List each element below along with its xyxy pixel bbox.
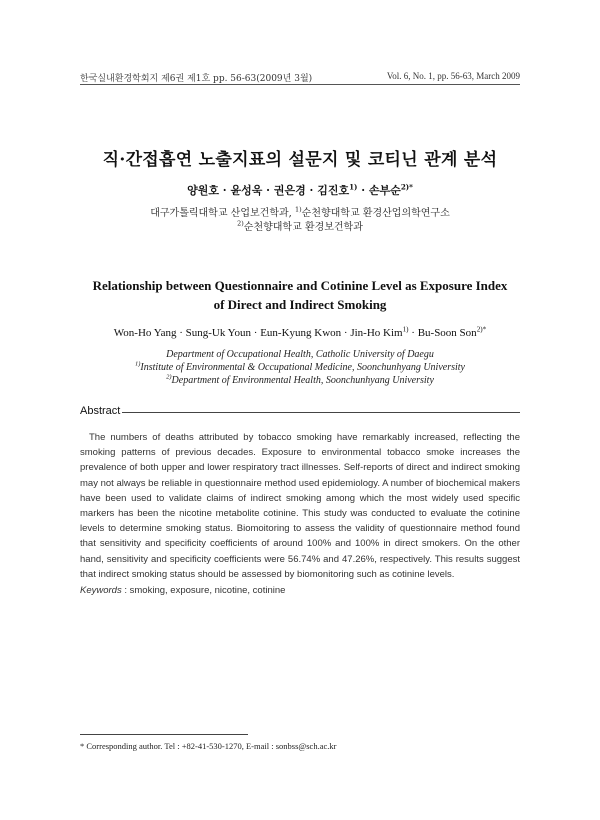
korean-aff1-sup: 1)	[295, 205, 302, 214]
english-authors	[0, 327, 600, 339]
korean-authors-last: · 손부순	[357, 184, 401, 197]
header-divider	[80, 84, 520, 85]
keywords-separator: :	[121, 585, 130, 596]
korean-authors-sup2: 2)*	[400, 182, 413, 192]
korean-authors-sup1: 1)	[349, 182, 358, 192]
korean-affiliation-1	[0, 204, 600, 219]
abstract-label: Abstract	[80, 405, 121, 417]
english-affiliation-2	[0, 362, 600, 373]
english-aff3-text: Department of Environmental Health, Soonchunhyang University	[171, 375, 434, 386]
korean-authors-main: 양원호 · 윤성욱 · 권은경 · 김진호	[187, 184, 350, 197]
korean-authors	[0, 182, 600, 198]
english-affiliation-1: Department of Occupational Health, Catholic University of Daegu	[166, 349, 434, 360]
corresponding-author-footnote: * Corresponding author. Tel : +82-41-530-1270, E-mail : sonbss@sch.ac.kr	[80, 741, 337, 751]
korean-title: 직·간접흡연 노출지표의 설문지 및 코티닌 관계 분석	[102, 150, 498, 170]
korean-affiliation-2	[0, 218, 600, 233]
running-header-english: Vol. 6, No. 1, pp. 56-63, March 2009	[386, 71, 520, 81]
english-aff2-text: Institute of Environmental & Occupational Medicine, Soonchunhyang University	[140, 362, 465, 373]
english-title	[90, 276, 510, 314]
running-header-korean: 한국실내환경학회지 제6권 제1호 pp. 56-63(2009년 3월)	[80, 74, 313, 84]
footnote-divider	[80, 734, 248, 735]
english-authors-last: · Bu-Soon Son	[408, 327, 477, 339]
english-aff2-sup: 1)	[135, 360, 141, 368]
korean-aff1-b: 순천향대학교 환경산업의학연구소	[301, 208, 450, 219]
english-aff3-sup: 2)	[166, 373, 172, 381]
english-affiliation-3	[0, 375, 600, 386]
abstract-rule	[122, 412, 520, 413]
abstract-heading	[80, 403, 520, 419]
english-authors-main: Won-Ho Yang · Sung-Uk Youn · Eun-Kyung Kwon · Jin-Ho Kim	[113, 327, 403, 339]
keywords	[80, 585, 285, 596]
english-authors-sup2: 2)*	[476, 325, 487, 334]
keywords-list: smoking, exposure, nicotine, cotinine	[129, 585, 286, 596]
korean-aff1-a: 대구가톨릭대학교 산업보건학과,	[150, 208, 295, 219]
english-authors-sup1: 1)	[402, 325, 409, 334]
english-title-line-2: of Direct and Indirect Smoking	[213, 297, 387, 312]
keywords-label: Keywords	[80, 585, 122, 596]
korean-aff2-sup: 2)	[237, 219, 244, 228]
abstract-body: The numbers of deaths attributed by tobacco smoking have remarkably increased, reflecting the smoking patterns of previous decades. Exposure to environmental tobacco smoke increases the prevalence of both upper and lower respiratory tract illnesses. Self-reports of direct and indirect smoking may not always be reliable in questionnaire method used epidemiology. A number of biochemical makers have been used to validate claims of indirect smoking among which the most widely used specific markers has been the nicotine metabolite cotinine. This study was conducted to evaluate the cotinine levels to determine smoking status. Biomoitoring to assess the validity of questionnaire method found that sensitivity and specificity coefficients of around 100% and 100% in direct smokers. On the other hand, sensitivity and specificity coefficients were 56.74% and 47.26%, respectively. This results suggest that indirect smoking status should be assessed by biomonitoring such as cotinine levels.	[80, 432, 520, 580]
english-title-line-1: Relationship between Questionnaire and Cotinine Level as Exposure Index	[92, 278, 508, 293]
korean-aff2-text: 순천향대학교 환경보건학과	[243, 222, 363, 233]
